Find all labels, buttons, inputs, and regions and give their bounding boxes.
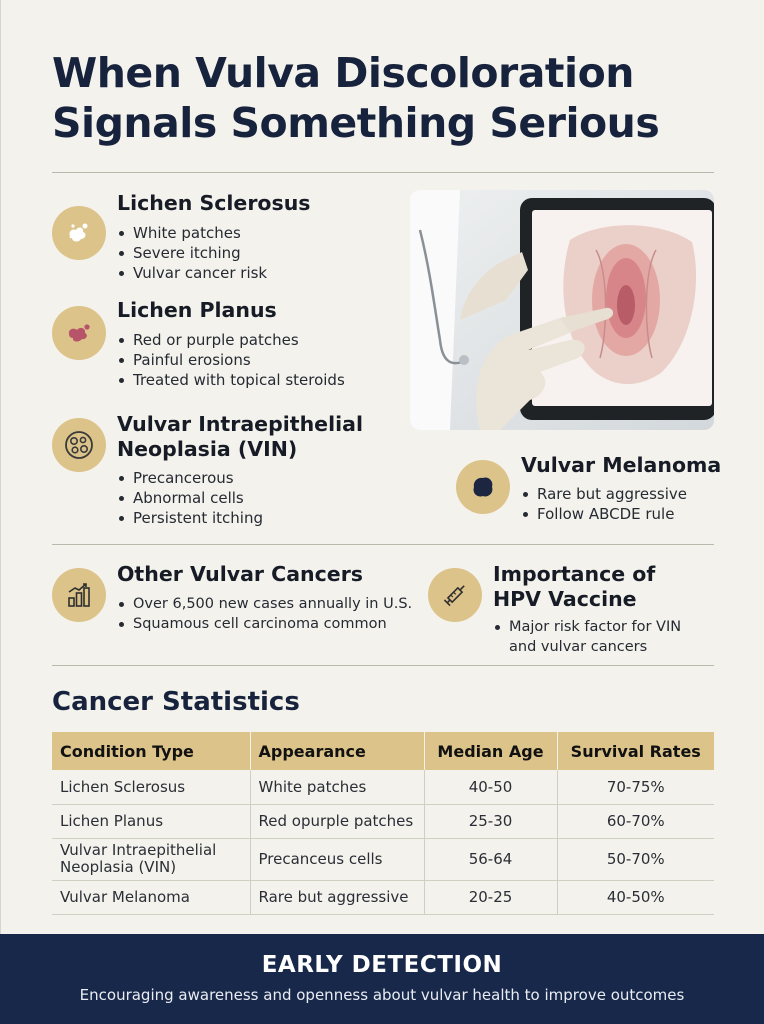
red-patches-icon — [52, 306, 106, 360]
other-cancers-list — [117, 594, 412, 634]
cell-condition: Lichen Sclerosus — [52, 770, 250, 804]
footer-banner — [0, 934, 764, 1024]
table-row — [52, 804, 714, 838]
vin-list — [117, 468, 263, 528]
list-item: Painful erosions — [117, 350, 345, 370]
cell-age: 40-50 — [424, 770, 557, 804]
divider-top — [52, 172, 714, 173]
divider-middle — [52, 544, 714, 545]
table-row — [52, 770, 714, 804]
list-item: Treated with topical steroids — [117, 370, 345, 390]
list-item: Vulvar cancer risk — [117, 263, 267, 283]
vin-title-line1: Vulvar Intraepithelial — [117, 412, 363, 436]
hpv-bullet-line1: Major risk factor for VIN — [509, 619, 682, 635]
list-item: Severe itching — [117, 243, 267, 263]
cell-age: 20-25 — [424, 880, 557, 914]
hpv-bullet-line2: and vulvar cancers — [509, 639, 648, 655]
divider-bottom — [52, 665, 714, 666]
lichen-sclerosus-list — [117, 223, 267, 283]
lichen-planus-title: Lichen Planus — [117, 298, 277, 322]
other-cancers-title: Other Vulvar Cancers — [117, 562, 364, 586]
header-survival: Survival Rates — [557, 732, 714, 770]
list-item: Follow ABCDE rule — [521, 504, 687, 524]
cell-condition — [52, 838, 250, 880]
doctor-tablet-image — [410, 190, 714, 430]
list-item: Squamous cell carcinoma common — [117, 614, 412, 634]
list-item: Persistent itching — [117, 508, 263, 528]
cell-survival: 70-75% — [557, 770, 714, 804]
table-row — [52, 880, 714, 914]
cell-survival: 40-50% — [557, 880, 714, 914]
white-patches-icon — [52, 206, 106, 260]
table-header-row — [52, 732, 714, 770]
list-item — [493, 617, 681, 657]
lichen-planus-list — [117, 330, 345, 390]
cell-condition: Lichen Planus — [52, 804, 250, 838]
hpv-title-line2: HPV Vaccine — [493, 587, 637, 611]
header-appearance: Appearance — [250, 732, 424, 770]
cell-appearance: White patches — [250, 770, 424, 804]
vin-title — [117, 412, 363, 462]
cell-condition-line2: Neoplasia (VIN) — [60, 858, 177, 876]
cell-condition: Vulvar Melanoma — [52, 880, 250, 914]
list-item: Precancerous — [117, 468, 263, 488]
cell-survival: 60-70% — [557, 804, 714, 838]
stats-heading: Cancer Statistics — [52, 687, 300, 717]
header-condition: Condition Type — [52, 732, 250, 770]
bar-chart-icon — [52, 568, 106, 622]
hpv-title-line1: Importance of — [493, 562, 656, 586]
cell-age: 56-64 — [424, 838, 557, 880]
syringe-icon — [428, 568, 482, 622]
list-item: Red or purple patches — [117, 330, 345, 350]
cells-icon — [52, 418, 106, 472]
cell-appearance: Precanceus cells — [250, 838, 424, 880]
mole-icon — [456, 460, 510, 514]
footer-subtitle: Encouraging awareness and openness about vulvar health to improve outcomes — [79, 986, 685, 1004]
lichen-sclerosus-title: Lichen Sclerosus — [117, 191, 311, 215]
cell-appearance: Rare but aggressive — [250, 880, 424, 914]
header-median-age: Median Age — [424, 732, 557, 770]
table-row — [52, 838, 714, 880]
vin-title-line2: Neoplasia (VIN) — [117, 437, 298, 461]
footer-title: EARLY DETECTION — [261, 952, 503, 978]
list-item: Abnormal cells — [117, 488, 263, 508]
hpv-title — [493, 562, 655, 612]
list-item: Over 6,500 new cases annually in U.S. — [117, 594, 412, 614]
cell-condition-line1: Vulvar Intraepithelial — [60, 841, 217, 859]
cell-appearance: Red opurple patches — [250, 804, 424, 838]
hpv-list — [493, 617, 681, 657]
cell-age: 25-30 — [424, 804, 557, 838]
melanoma-list — [521, 484, 687, 524]
stats-table — [52, 732, 714, 915]
melanoma-title: Vulvar Melanoma — [521, 453, 722, 477]
cell-survival: 50-70% — [557, 838, 714, 880]
page-title: When Vulva Discoloration Signals Something Serious — [52, 49, 660, 147]
list-item: White patches — [117, 223, 267, 243]
list-item: Rare but aggressive — [521, 484, 687, 504]
